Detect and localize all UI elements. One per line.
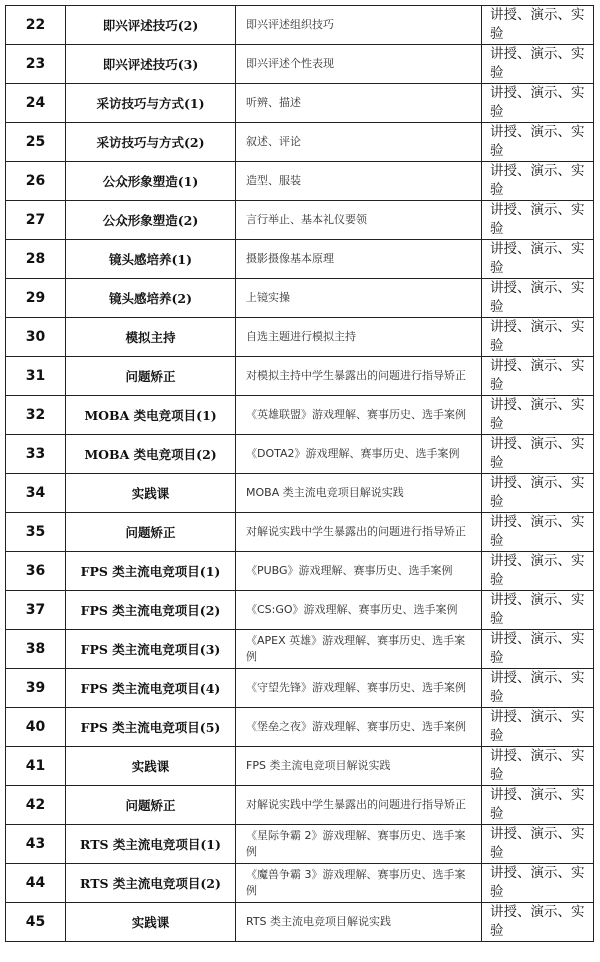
table-row: [6, 552, 594, 591]
lesson-number-cell: 29: [6, 279, 66, 318]
lesson-number-cell: 24: [6, 84, 66, 123]
lesson-number-cell: 37: [6, 591, 66, 630]
lesson-content-cell: 《英雄联盟》游戏理解、赛事历史、选手案例: [236, 396, 482, 435]
teaching-method-cell: 讲授、演示、实验: [482, 708, 594, 747]
lesson-number-cell: 33: [6, 435, 66, 474]
teaching-method-cell: 讲授、演示、实验: [482, 318, 594, 357]
lesson-title-cell: RTS 类主流电竞项目(1): [66, 825, 236, 864]
lesson-content-cell: 听辨、描述: [236, 84, 482, 123]
table-row: [6, 903, 594, 942]
lesson-number-cell: 30: [6, 318, 66, 357]
table-row: [6, 279, 594, 318]
lesson-title-cell: 公众形象塑造(2): [66, 201, 236, 240]
table-row: [6, 123, 594, 162]
lesson-content-cell: MOBA 类主流电竞项目解说实践: [236, 474, 482, 513]
lesson-number-cell: 38: [6, 630, 66, 669]
lesson-title-cell: MOBA 类电竞项目(2): [66, 435, 236, 474]
lesson-number-cell: 45: [6, 903, 66, 942]
lesson-title-cell: FPS 类主流电竞项目(5): [66, 708, 236, 747]
lesson-title-cell: 采访技巧与方式(1): [66, 84, 236, 123]
lesson-number-cell: 43: [6, 825, 66, 864]
lesson-title-cell: 即兴评述技巧(2): [66, 6, 236, 45]
lesson-content-cell: 上镜实操: [236, 279, 482, 318]
lesson-title-cell: 采访技巧与方式(2): [66, 123, 236, 162]
teaching-method-cell: 讲授、演示、实验: [482, 123, 594, 162]
lesson-title-cell: 模拟主持: [66, 318, 236, 357]
teaching-method-cell: 讲授、演示、实验: [482, 396, 594, 435]
lesson-title-cell: 即兴评述技巧(3): [66, 45, 236, 84]
table-row: [6, 6, 594, 45]
lesson-content-cell: 摄影摄像基本原理: [236, 240, 482, 279]
teaching-method-cell: 讲授、演示、实验: [482, 279, 594, 318]
table-row: [6, 669, 594, 708]
table-row: [6, 474, 594, 513]
lesson-title-cell: 镜头感培养(1): [66, 240, 236, 279]
table-row: [6, 513, 594, 552]
lesson-number-cell: 40: [6, 708, 66, 747]
table-row: [6, 84, 594, 123]
teaching-method-cell: 讲授、演示、实验: [482, 240, 594, 279]
lesson-title-cell: 实践课: [66, 747, 236, 786]
lesson-title-cell: FPS 类主流电竞项目(2): [66, 591, 236, 630]
table-row: [6, 786, 594, 825]
teaching-method-cell: 讲授、演示、实验: [482, 669, 594, 708]
lesson-number-cell: 26: [6, 162, 66, 201]
lesson-number-cell: 28: [6, 240, 66, 279]
lesson-number-cell: 36: [6, 552, 66, 591]
lesson-content-cell: 《堡垒之夜》游戏理解、赛事历史、选手案例: [236, 708, 482, 747]
teaching-method-cell: 讲授、演示、实验: [482, 786, 594, 825]
table-row: [6, 747, 594, 786]
teaching-method-cell: 讲授、演示、实验: [482, 825, 594, 864]
lesson-number-cell: 22: [6, 6, 66, 45]
table-row: [6, 240, 594, 279]
lesson-number-cell: 32: [6, 396, 66, 435]
teaching-method-cell: 讲授、演示、实验: [482, 45, 594, 84]
teaching-method-cell: 讲授、演示、实验: [482, 162, 594, 201]
lesson-content-cell: 对模拟主持中学生暴露出的问题进行指导矫正: [236, 357, 482, 396]
lesson-title-cell: 问题矫正: [66, 513, 236, 552]
lesson-number-cell: 41: [6, 747, 66, 786]
lesson-content-cell: 《APEX 英雄》游戏理解、赛事历史、选手案例: [236, 630, 482, 669]
lesson-content-cell: 即兴评述个性表现: [236, 45, 482, 84]
lesson-content-cell: 《DOTA2》游戏理解、赛事历史、选手案例: [236, 435, 482, 474]
lesson-number-cell: 23: [6, 45, 66, 84]
lesson-content-cell: 造型、服装: [236, 162, 482, 201]
teaching-method-cell: 讲授、演示、实验: [482, 84, 594, 123]
table-row: [6, 45, 594, 84]
course-schedule-table: [5, 5, 594, 942]
lesson-number-cell: 35: [6, 513, 66, 552]
lesson-content-cell: 自选主题进行模拟主持: [236, 318, 482, 357]
table-row: [6, 825, 594, 864]
lesson-number-cell: 42: [6, 786, 66, 825]
lesson-content-cell: 《星际争霸 2》游戏理解、赛事历史、选手案例: [236, 825, 482, 864]
lesson-title-cell: 实践课: [66, 474, 236, 513]
lesson-title-cell: MOBA 类电竞项目(1): [66, 396, 236, 435]
lesson-number-cell: 44: [6, 864, 66, 903]
teaching-method-cell: 讲授、演示、实验: [482, 357, 594, 396]
teaching-method-cell: 讲授、演示、实验: [482, 552, 594, 591]
lesson-title-cell: 实践课: [66, 903, 236, 942]
lesson-title-cell: FPS 类主流电竞项目(1): [66, 552, 236, 591]
teaching-method-cell: 讲授、演示、实验: [482, 903, 594, 942]
table-row: [6, 318, 594, 357]
teaching-method-cell: 讲授、演示、实验: [482, 513, 594, 552]
lesson-content-cell: 即兴评述组织技巧: [236, 6, 482, 45]
lesson-content-cell: 对解说实践中学生暴露出的问题进行指导矫正: [236, 513, 482, 552]
lesson-content-cell: FPS 类主流电竞项目解说实践: [236, 747, 482, 786]
lesson-number-cell: 39: [6, 669, 66, 708]
table-row: [6, 591, 594, 630]
teaching-method-cell: 讲授、演示、实验: [482, 864, 594, 903]
lesson-number-cell: 31: [6, 357, 66, 396]
lesson-content-cell: 《守望先锋》游戏理解、赛事历史、选手案例: [236, 669, 482, 708]
table-row: [6, 396, 594, 435]
lesson-number-cell: 25: [6, 123, 66, 162]
teaching-method-cell: 讲授、演示、实验: [482, 630, 594, 669]
table-row: [6, 201, 594, 240]
lesson-number-cell: 34: [6, 474, 66, 513]
lesson-title-cell: FPS 类主流电竞项目(3): [66, 630, 236, 669]
teaching-method-cell: 讲授、演示、实验: [482, 201, 594, 240]
lesson-title-cell: 问题矫正: [66, 786, 236, 825]
lesson-title-cell: 公众形象塑造(1): [66, 162, 236, 201]
table-row: [6, 630, 594, 669]
lesson-title-cell: FPS 类主流电竞项目(4): [66, 669, 236, 708]
lesson-content-cell: 叙述、评论: [236, 123, 482, 162]
table-row: [6, 435, 594, 474]
teaching-method-cell: 讲授、演示、实验: [482, 591, 594, 630]
lesson-content-cell: 言行举止、基本礼仪要领: [236, 201, 482, 240]
table-row: [6, 162, 594, 201]
lesson-content-cell: 《CS:GO》游戏理解、赛事历史、选手案例: [236, 591, 482, 630]
teaching-method-cell: 讲授、演示、实验: [482, 6, 594, 45]
lesson-content-cell: RTS 类主流电竞项目解说实践: [236, 903, 482, 942]
lesson-content-cell: 《PUBG》游戏理解、赛事历史、选手案例: [236, 552, 482, 591]
lesson-title-cell: RTS 类主流电竞项目(2): [66, 864, 236, 903]
lesson-content-cell: 对解说实践中学生暴露出的问题进行指导矫正: [236, 786, 482, 825]
table-row: [6, 708, 594, 747]
lesson-title-cell: 问题矫正: [66, 357, 236, 396]
teaching-method-cell: 讲授、演示、实验: [482, 474, 594, 513]
lesson-number-cell: 27: [6, 201, 66, 240]
lesson-content-cell: 《魔兽争霸 3》游戏理解、赛事历史、选手案例: [236, 864, 482, 903]
lesson-title-cell: 镜头感培养(2): [66, 279, 236, 318]
table-row: [6, 357, 594, 396]
teaching-method-cell: 讲授、演示、实验: [482, 435, 594, 474]
teaching-method-cell: 讲授、演示、实验: [482, 747, 594, 786]
course-table-body: [6, 6, 594, 942]
table-row: [6, 864, 594, 903]
